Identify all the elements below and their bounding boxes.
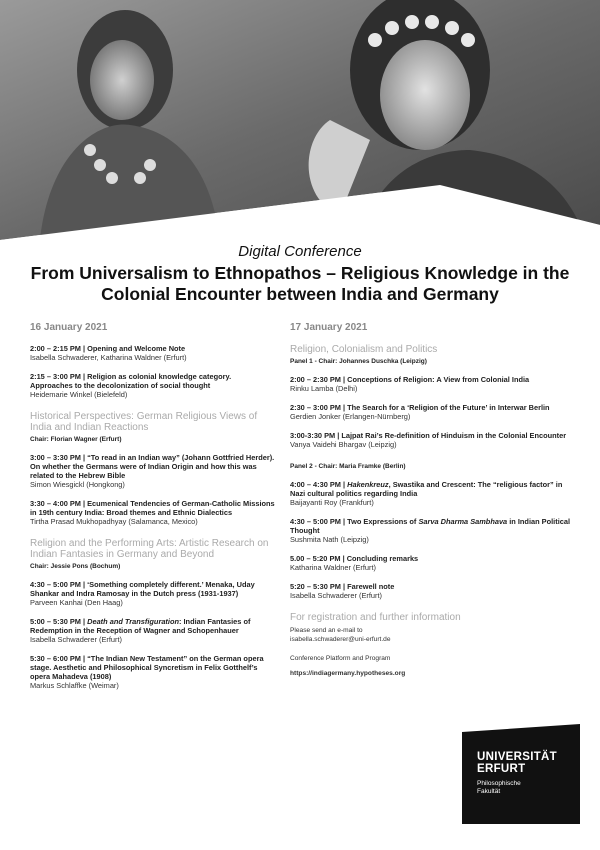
item-speaker: Isabella Schwaderer (Erfurt) (30, 635, 123, 644)
registration-email[interactable]: isabella.schwaderer@uni-erfurt.de (290, 636, 391, 643)
program-item (290, 431, 575, 449)
item-title-italic: Hakenkreuz (347, 480, 389, 489)
program-item (30, 344, 275, 362)
registration-instruction: Please send an e-mail to (290, 627, 363, 634)
program-item (290, 582, 575, 600)
logo-faculty-line-1: Philosophische (477, 780, 521, 787)
registration-heading: For registration and further information (290, 612, 461, 623)
item-time: 4:00 – 4:30 PM | (290, 480, 348, 489)
logo-faculty (477, 780, 557, 796)
program-item (30, 453, 275, 489)
platform-label: Conference Platform and Program (290, 655, 391, 662)
item-title: 2:30 – 3:00 PM | The Search for a ‘Religion of the Future’ in Interwar Berlin (290, 403, 550, 412)
item-speaker: Isabella Schwaderer (Erfurt) (290, 591, 383, 600)
item-time: 4:30 – 5:00 PM | Two Expressions of (290, 517, 419, 526)
section-heading: Historical Perspectives: German Religious Views of India and Indian Reactions (30, 411, 258, 433)
program-item (290, 403, 575, 421)
item-time: 5:00 – 5:30 PM | (30, 617, 88, 626)
item-speaker: Markus Schlaffke (Weimar) (30, 681, 119, 690)
item-title: 5:30 – 6:00 PM | “The Indian New Testament” on the German opera stage. Aesthetic and Philosophical Syncretism in Felix Gotthelf’s opera Mahadeva (1908) (30, 654, 264, 681)
platform-url[interactable]: https://indiagermany.hypotheses.org (290, 670, 406, 677)
logo-text (477, 751, 557, 796)
item-title (290, 480, 575, 498)
item-title (30, 617, 275, 635)
logo-line-2: ERFURT (477, 763, 526, 775)
conference-title: From Universalism to Ethnopathos – Religious Knowledge in the Colonial Encounter between India and Germany (30, 263, 570, 304)
item-title (290, 517, 575, 535)
item-title: 3:30 – 4:00 PM | Ecumenical Tendencies of German-Catholic Missions in 19th century India: Broad themes and Ethnic Dialectics (30, 499, 275, 517)
section-heading: Religion and the Performing Arts: Artistic Research on Indian Fantasies in Germany and Beyond (30, 538, 269, 560)
item-title-rest: in Indian Political Thought (290, 517, 571, 535)
item-speaker: Simon Wiesgickl (Hongkong) (30, 480, 125, 489)
program-item (290, 554, 575, 572)
item-speaker: Sushmita Nath (Leipzig) (290, 535, 369, 544)
item-title-italic: Sarva Dharma Sambhava (418, 517, 508, 526)
item-speaker: Parveen Kanhai (Den Haag) (30, 598, 123, 607)
item-speaker: Baijayanti Roy (Frankfurt) (290, 498, 374, 507)
item-speaker: Tirtha Prasad Mukhopadhyay (Salamanca, Mexico) (30, 517, 198, 526)
program-item (30, 499, 275, 526)
program-item (290, 375, 575, 393)
item-speaker: Gerdien Jonker (Erlangen-Nürnberg) (290, 412, 411, 421)
item-title-italic: Death and Transfiguration (87, 617, 179, 626)
item-title: 3:00 – 3:30 PM | “To read in an Indian way” (Johann Gottfried Herder). On whether the Germans were of Indian Origin and how this was related to the Hebrew Bible (30, 453, 275, 480)
item-title: 2:15 – 3:00 PM | Religion as colonial knowledge category. Approaches to the decolonization of social thought (30, 372, 232, 390)
item-speaker: Heidemarie Winkel (Bielefeld) (30, 390, 128, 399)
item-title: 5:20 – 5:30 PM | Farewell note (290, 582, 395, 591)
panel-chair: Panel 1 - Chair: Johannes Duschka (Leipzig) (290, 358, 427, 365)
day-2-date: 17 January 2021 (290, 322, 368, 333)
program-item (30, 617, 275, 644)
item-speaker: Isabella Schwaderer, Katharina Waldner (Erfurt) (30, 353, 187, 362)
section-chair: Chair: Jessie Pons (Bochum) (30, 563, 121, 570)
left-column (30, 322, 275, 700)
right-column (290, 322, 575, 678)
title-block (0, 243, 600, 305)
program-item (30, 372, 275, 399)
conference-subtitle: Digital Conference (238, 243, 362, 260)
item-speaker: Vanya Vaidehi Bhargav (Leipzig) (290, 440, 397, 449)
item-title-rest: : Indian Fantasies of Redemption in the Reception of Wagner and Schopenhauer (30, 617, 251, 635)
program-item (290, 517, 575, 544)
day-1-date: 16 January 2021 (30, 322, 108, 333)
item-speaker: Rinku Lamba (Delhi) (290, 384, 358, 393)
item-title: 4:30 – 5:00 PM | ‘Something completely different.’ Menaka, Uday Shankar and Indra Ramosay in the Dutch press (1931-1937) (30, 580, 255, 598)
logo-line-1: UNIVERSITÄT (477, 751, 557, 763)
item-title: 2:00 – 2:30 PM | Conceptions of Religion: A View from Colonial India (290, 375, 530, 384)
logo-faculty-line-2: Fakultät (477, 788, 501, 795)
program-item (30, 654, 275, 690)
item-title-rest: , Swastika and Crescent: The “religious factor” in Nazi cultural politics regarding India (290, 480, 563, 498)
item-title: 3:00-3:30 PM | Lajpat Rai’s Re-definition of Hinduism in the Colonial Encounter (290, 431, 567, 440)
section-chair: Chair: Florian Wagner (Erfurt) (30, 436, 122, 443)
panel-chair: Panel 2 - Chair: Maria Framke (Berlin) (290, 463, 406, 470)
header-photo (0, 0, 600, 240)
program-item (290, 480, 575, 507)
item-speaker: Katharina Waldner (Erfurt) (290, 563, 376, 572)
item-title: 5.00 – 5:20 PM | Concluding remarks (290, 554, 419, 563)
program-item (30, 580, 275, 607)
item-title: 2:00 – 2:15 PM | Opening and Welcome Note (30, 344, 186, 353)
section-heading: Religion, Colonialism and Politics (290, 344, 438, 355)
